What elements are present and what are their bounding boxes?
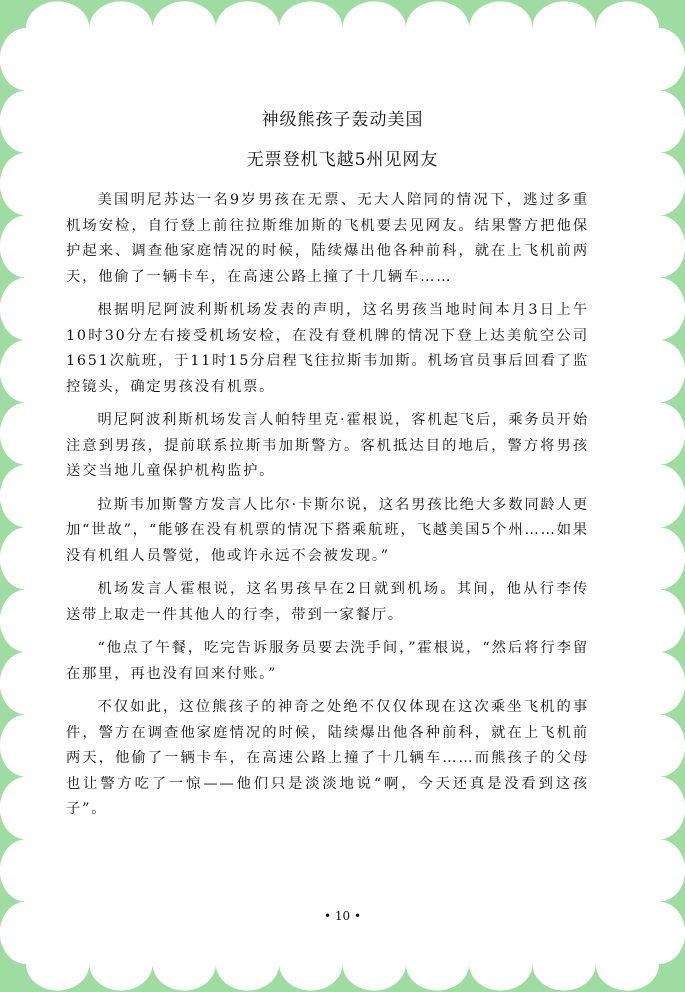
title-line-2: 无票登机飞越5州见网友	[246, 150, 439, 170]
page-number: • 10 •	[323, 909, 362, 923]
paragraph: 拉斯韦加斯警方发言人比尔·卡斯尔说，这名男孩比绝大多数同龄人更加“世故”，“能够在没有机票的情况下搭乘航班，飞越美国5个州……如果没有机组人员警觉，他或许永远不会被发现。”	[66, 496, 589, 564]
paragraph: 根据明尼阿波利斯机场发表的声明，这名男孩当地时间本月3日上午10时30分左右接受机场安检，在没有登机牌的情况下登上达美航空公司1651次航班，于11时15分启程飞往拉斯韦加斯。机场官员事后回看了监控镜头，确定男孩没有机票。	[66, 302, 589, 395]
paragraph: 机场发言人霍根说，这名男孩早在2日就到机场。其间，他从行李传送带上取走一件其他人的行李，带到一家餐厅。	[66, 581, 589, 623]
paragraph: 明尼阿波利斯机场发言人帕特里克·霍根说，客机起飞后，乘务员开始注意到男孩，提前联系拉斯韦加斯警方。客机抵达目的地后，警方将男孩送交当地儿童保护机构监护。	[66, 412, 589, 479]
paragraph: “他点了午餐，吃完告诉服务员要去洗手间，”霍根说，“然后将行李留在那里，再也没有回来付账。”	[66, 640, 589, 682]
paragraph: 不仅如此，这位熊孩子的神奇之处绝不仅仅体现在这次乘坐飞机的事件，警方在调查他家庭情况的时候，陆续爆出他各种前科，就在上飞机前两天，他偷了一辆卡车，在高速公路上撞了十几辆车……而熊孩子的父母也让警方吃了一惊——他们只是淡淡地说“啊，今天还真是没看到这孩子”。	[66, 699, 589, 817]
title-line-1: 神级熊孩子轰动美国	[261, 110, 424, 130]
paragraph: 美国明尼苏达一名9岁男孩在无票、无大人陪同的情况下，逃过多重机场安检，自行登上前往拉斯维加斯的飞机要去见网友。结果警方把他保护起来、调查他家庭情况的时候，陆续爆出他各种前科，就在上飞机前两天，他偷了一辆卡车，在高速公路上撞了十几辆车……	[66, 192, 589, 285]
article-body	[66, 188, 589, 831]
